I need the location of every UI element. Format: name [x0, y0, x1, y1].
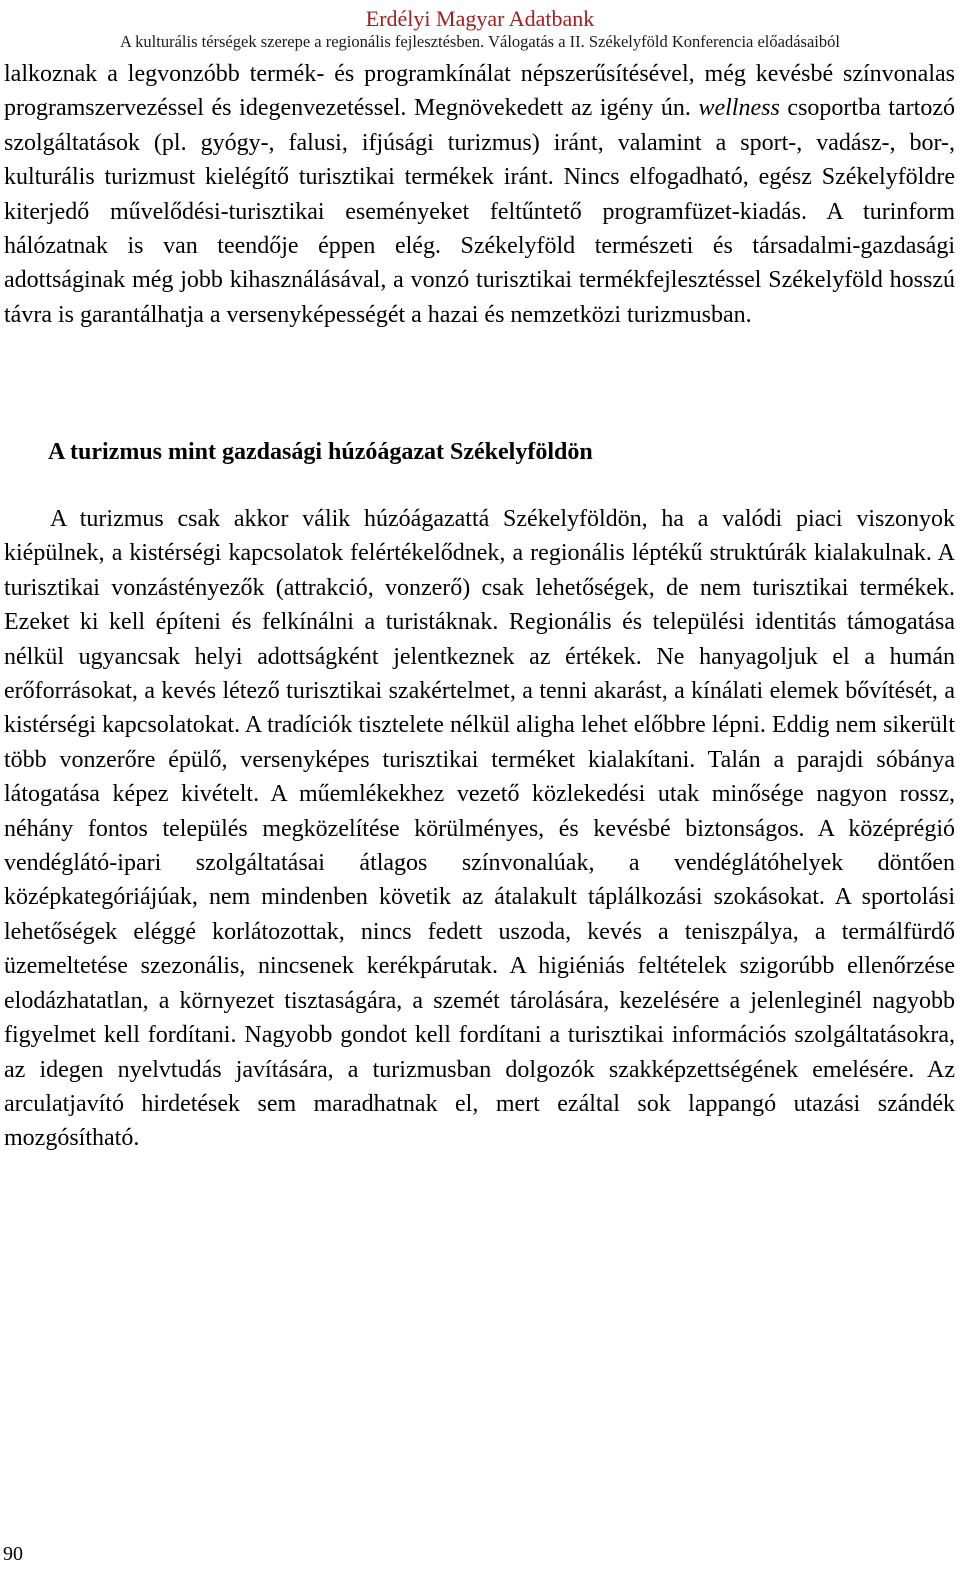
body-paragraph-2: [4, 502, 955, 1156]
publication-subtitle: A kulturális térségek szerepe a regionális fejlesztésben. Válogatás a II. Székelyföld Konferencia előadásaiból: [120, 32, 840, 51]
section-heading: A turizmus mint gazdasági húzóágazat Székelyföldön: [48, 439, 593, 465]
paragraph-1-text-a: lalkoznak a legvonzóbb termék- és programkínálat népszerűsítésével, még kevésbé színvonalas programszervezéssel és idegenvezetéssel. Megnövekedett az igény ún.: [4, 61, 955, 122]
paragraph-1-italic-term: wellness: [698, 95, 780, 122]
body-paragraph-1: [4, 57, 955, 332]
site-name: Erdélyi Magyar Adatbank: [365, 6, 595, 31]
page-number: 90: [3, 1543, 23, 1565]
paragraph-1-text-b: csoportba tartozó szolgáltatások (pl. gyógy-, falusi, ifjúsági turizmus) iránt, valamint a sport-, vadász-, bor-, kulturális turizmust kielégítő turisztikai termékek iránt. Nincs elfogadható, egész Székelyföldre kiterjedő művelődési-turisztikai eseményeket feltűntető programfüzet-kiadás. A turinform hálózatnak is van teendője éppen elég. Székelyföld természeti és társadalmi-gazdasági adottságinak még jobb kihasználásával, a vonzó turisztikai termékfejlesztéssel Székelyföld hosszú távra is garantálhatja a versenyképességét a hazai és nemzetközi turizmusban.: [4, 95, 955, 328]
paragraph-2-text: A turizmus csak akkor válik húzóágazattá Székelyföldön, ha a valódi piaci viszonyok kiépülnek, a kistérségi kapcsolatok felértékelődnek, a regionális léptékű struktúrák kialakulnak. A turisztikai vonzástényezők (attrakció, vonzerő) csak lehetőségek, de nem turisztikai termékek. Ezeket ki kell építeni és felkínálni a turistáknak. Regionális és települési identitás támogatása nélkül ugyancsak helyi adottságként jelentkeznek az értékek. Ne hanyagoljuk el a humán erőforrásokat, a kevés létező turisztikai szakértelmet, a tenni akarást, a kínálati elemek bővítését, a kistérségi kapcsolatokat. A tradíciók tisztelete nélkül aligha lehet előbbre lépni. Eddig nem sikerült több vonzerőre épülő, versenyképes turisztikai terméket kialakítani. Talán a parajdi sóbánya látogatása képez kivételt. A műemlékekhez vezető közlekedési utak minősége nagyon rossz, néhány fontos település megközelítése körülményes, és kevésbé biztonságos. A középrégió vendéglátó-ipari szolgáltatásai átlagos színvonalúak, a vendéglátóhelyek döntően középkategóriájúak, nem mindenben követik az átalakult táplálkozási szokásokat. A sportolási lehetőségek eléggé korlátozottak, nincs fedett uszoda, kevés a teniszpálya, a termálfürdő üzemeltetése szezonális, nincsenek kerékpárutak. A higiéniás feltételek szigorúbb ellenőrzése elodázhatatlan, a környezet tisztaságára, a szemét tárolására, kezelésére a jelenleginél nagyobb figyelmet kell fordítani. Nagyobb gondot kell fordítani a turisztikai információs szolgáltatásokra, az idegen nyelvtudás javítására, a turizmusban dolgozók szakképzettségének emelésére. Az arculatjavító hirdetések sem maradhatnak el, mert ezáltal sok lappangó utazási szándék mozgósítható.: [4, 506, 955, 1152]
page-header: [0, 6, 960, 52]
